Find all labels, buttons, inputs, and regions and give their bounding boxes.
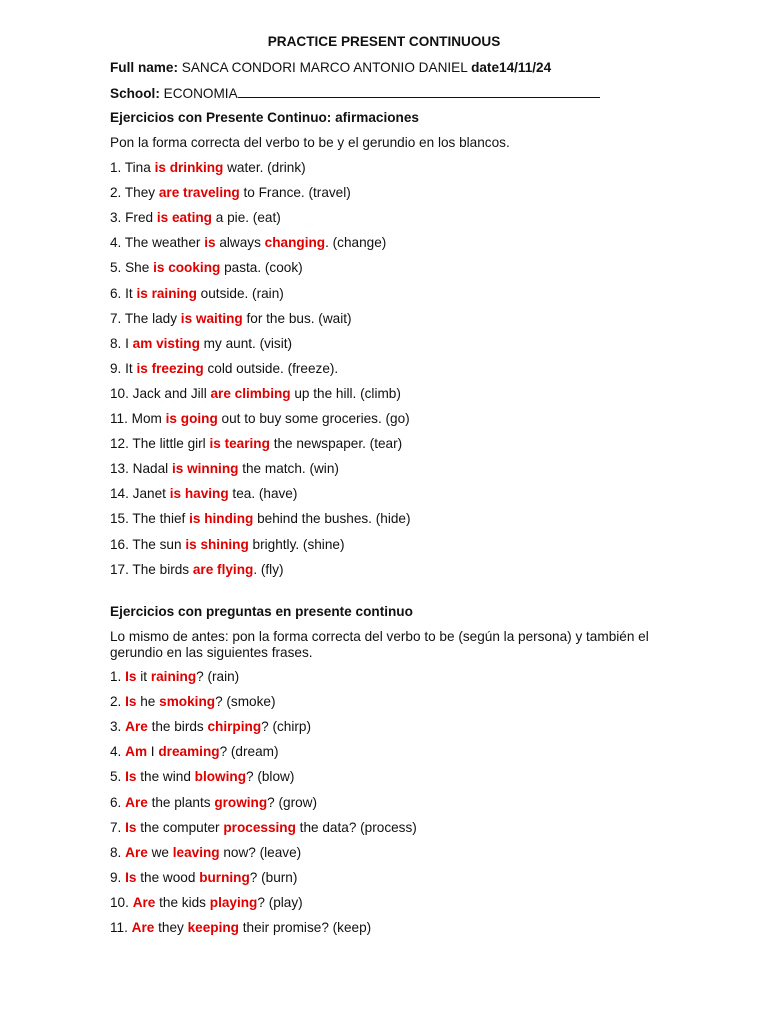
exercise-hint: up the hill. (climb) — [290, 385, 401, 401]
school-blank-line — [238, 85, 600, 98]
answer-text: Am — [125, 744, 148, 760]
exercise-prompt: 4. — [110, 744, 126, 760]
exercise-prompt: 9. It — [110, 360, 137, 376]
exercise-prompt: 12. The little girl — [110, 436, 210, 452]
answer-text: is waiting — [180, 310, 243, 326]
exercise-item — [110, 386, 401, 402]
exercise-item — [110, 870, 297, 886]
answer-text: growing — [214, 794, 268, 810]
exercise-hint: my aunt. (visit) — [199, 335, 293, 351]
exercise-prompt: 13. Nadal — [110, 461, 172, 477]
answer-text: blowing — [194, 769, 246, 785]
exercise-item — [110, 694, 276, 710]
section1-heading: Ejercicios con Presente Continuo: afirmaciones — [110, 110, 419, 125]
exercise-prompt: he — [136, 694, 160, 710]
exercise-item — [110, 436, 402, 452]
exercise-hint: ? (smoke) — [215, 694, 276, 710]
exercise-prompt: 10. — [110, 894, 133, 910]
answer-text: raining — [150, 669, 197, 684]
exercise-prompt: 8. — [110, 844, 126, 860]
answer-text: processing — [223, 819, 296, 835]
exercise-item — [110, 845, 301, 861]
exercise-prompt: 11. Mom — [110, 411, 166, 426]
answer-text: Are — [131, 920, 155, 935]
exercise-prompt: 3. — [110, 719, 126, 735]
exercise-item — [110, 260, 303, 276]
exercise-prompt: 6. — [110, 794, 126, 810]
exercise-item — [110, 769, 294, 785]
exercise-prompt: 17. The birds — [110, 561, 193, 577]
answer-text: is tearing — [209, 436, 270, 452]
answer-text: is — [204, 235, 216, 251]
exercise-item — [110, 311, 352, 327]
exercise-hint: to France. (travel) — [239, 185, 351, 201]
exercise-prompt: 5. She — [110, 260, 154, 276]
exercise-prompt: the kids — [155, 894, 210, 910]
date-label: date14/11/24 — [471, 60, 552, 75]
exercise-hint: ? (play) — [257, 894, 303, 910]
exercise-hint: their promise? (keep) — [238, 920, 372, 935]
exercise-hint: out to buy some groceries. (go) — [217, 411, 410, 426]
exercise-item — [110, 286, 284, 302]
exercise-item — [110, 160, 306, 176]
answer-text: is hinding — [189, 511, 254, 527]
answer-text: smoking — [159, 694, 216, 710]
exercise-prompt: always — [215, 235, 265, 251]
full-name-line — [110, 60, 551, 76]
exercise-prompt: 7. The lady — [110, 310, 181, 326]
exercise-item — [110, 562, 284, 578]
exercise-hint: ? (grow) — [267, 794, 318, 810]
answer-text: is freezing — [136, 360, 204, 376]
exercise-prompt: the computer — [136, 819, 224, 835]
exercise-item — [110, 511, 411, 527]
exercise-prompt: the wood — [136, 869, 200, 885]
exercise-hint: ? (burn) — [249, 869, 298, 885]
answer-text: leaving — [172, 844, 220, 860]
exercise-item — [110, 719, 311, 735]
exercise-prompt: 16. The sun — [110, 536, 186, 552]
answer-text: Is — [125, 694, 137, 710]
exercise-prompt: 3. Fred — [110, 210, 157, 226]
exercise-item — [110, 920, 371, 936]
exercise-item — [110, 210, 281, 226]
exercise-item — [110, 185, 351, 201]
exercise-hint: cold outside. (freeze). — [203, 360, 339, 376]
exercise-prompt: 1. Tina — [110, 160, 155, 175]
exercise-hint: brightly. (shine) — [248, 536, 345, 552]
answer-text: is going — [165, 411, 218, 426]
exercise-prompt: 5. — [110, 769, 126, 785]
exercise-hint: for the bus. (wait) — [242, 310, 352, 326]
exercise-prompt: 6. It — [110, 285, 137, 301]
answer-text: is raining — [136, 285, 197, 301]
answer-text: Is — [125, 869, 137, 885]
answer-text: Is — [125, 769, 137, 785]
exercise-hint: the newspaper. (tear) — [269, 436, 403, 452]
exercise-item — [110, 820, 417, 836]
exercise-hint: ? (dream) — [219, 744, 279, 760]
answer-text: Is — [125, 669, 137, 684]
exercise-hint: the match. (win) — [238, 461, 339, 477]
answer-text: is having — [169, 486, 229, 502]
exercise-prompt: the birds — [147, 719, 208, 735]
exercise-item — [110, 461, 339, 477]
exercise-prompt: the wind — [136, 769, 195, 785]
exercise-prompt: 15. The thief — [110, 511, 190, 527]
exercise-item — [110, 795, 317, 811]
answer-text: are traveling — [158, 185, 240, 201]
exercise-item — [110, 235, 386, 251]
exercise-hint: ? (chirp) — [261, 719, 311, 735]
page-title: PRACTICE PRESENT CONTINUOUS — [267, 34, 501, 49]
answer-text: am visting — [132, 335, 200, 351]
exercise-prompt: it — [136, 669, 151, 684]
exercise-item — [110, 361, 338, 377]
exercise-hint: . (change) — [325, 235, 387, 251]
exercise-prompt: 4. The weather — [110, 235, 205, 251]
exercise-hint: outside. (rain) — [196, 285, 284, 301]
exercise-hint: ? (rain) — [196, 669, 240, 684]
exercise-prompt: 9. — [110, 869, 126, 885]
answer-text: Are — [125, 794, 148, 810]
answer-text: dreaming — [158, 744, 220, 760]
answer-text: is winning — [171, 461, 239, 477]
exercise-item — [110, 669, 239, 685]
section2-instruction: Lo mismo de antes: pon la forma correcta del verbo to be (según la persona) y también el gerundio en las siguientes frases. — [110, 629, 649, 660]
answer-text: Is — [125, 819, 137, 835]
answer-text: burning — [199, 869, 250, 885]
answer-text: Are — [132, 894, 156, 910]
exercise-prompt: I — [147, 744, 159, 760]
exercise-hint: ? (blow) — [246, 769, 295, 785]
exercise-hint: behind the bushes. (hide) — [253, 511, 411, 527]
section1-instruction: Pon la forma correcta del verbo to be y el gerundio en los blancos. — [110, 135, 510, 150]
exercise-hint: the data? (process) — [295, 819, 417, 835]
exercise-item — [110, 411, 410, 427]
exercise-hint: now? (leave) — [219, 844, 302, 860]
answer-text: are climbing — [210, 385, 291, 401]
exercise-prompt: 2. They — [110, 185, 159, 201]
exercise-prompt: 10. Jack and Jill — [110, 385, 211, 401]
exercise-item — [110, 336, 292, 352]
exercise-prompt: 7. — [110, 819, 126, 835]
exercise-hint: pasta. (cook) — [220, 260, 303, 276]
exercise-prompt: we — [147, 844, 173, 860]
answer-text: is drinking — [154, 160, 224, 175]
exercise-hint: . (fly) — [253, 561, 284, 577]
exercise-prompt: they — [154, 920, 188, 935]
answer-text: are flying — [192, 561, 254, 577]
exercise-item — [110, 486, 297, 502]
answer-text: playing — [209, 894, 258, 910]
exercise-item — [110, 895, 303, 911]
exercise-prompt: 14. Janet — [110, 486, 170, 502]
exercise-prompt: the plants — [147, 794, 215, 810]
exercise-hint: tea. (have) — [228, 486, 298, 502]
answer-text: is cooking — [153, 260, 221, 276]
answer-text: Are — [125, 844, 148, 860]
exercise-item — [110, 744, 278, 760]
exercise-prompt: 11. — [110, 920, 132, 935]
answer-text: Are — [125, 719, 148, 735]
answer-text: changing — [264, 235, 326, 251]
school-label: School: — [110, 86, 160, 101]
school-line — [110, 85, 600, 102]
exercise-item — [110, 537, 344, 553]
answer-text: is eating — [156, 210, 212, 226]
exercise-prompt: 8. I — [110, 335, 133, 351]
full-name-value: SANCA CONDORI MARCO ANTONIO DANIEL — [181, 60, 468, 75]
exercise-hint: a pie. (eat) — [212, 210, 281, 226]
exercise-hint: water. (drink) — [223, 160, 306, 175]
school-value: ECONOMIA — [163, 86, 238, 101]
section2-heading: Ejercicios con preguntas en presente continuo — [110, 604, 413, 619]
answer-text: chirping — [207, 719, 262, 735]
exercise-prompt: 2. — [110, 694, 126, 710]
answer-text: is shining — [185, 536, 249, 552]
full-name-label: Full name: — [110, 60, 178, 75]
answer-text: keeping — [187, 920, 239, 935]
exercise-prompt: 1. — [110, 669, 126, 684]
